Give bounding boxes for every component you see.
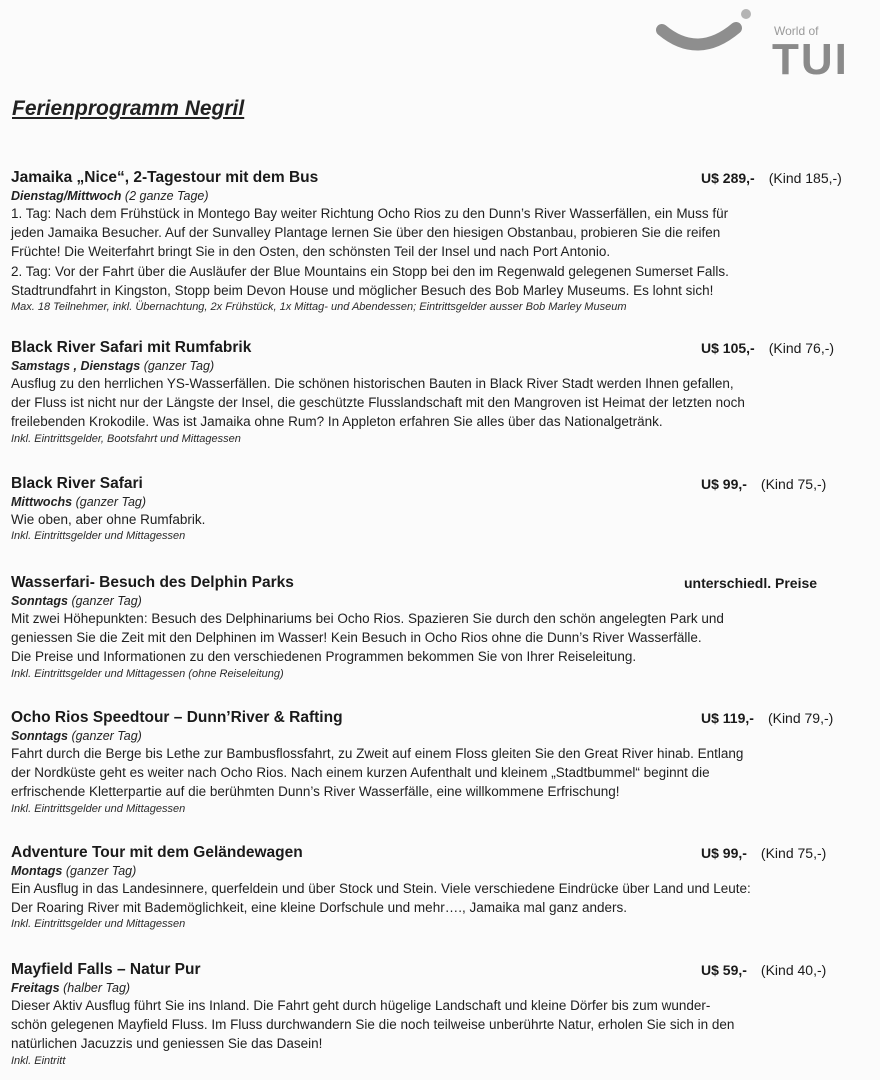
tour-description: 1. Tag: Nach dem Frühstück in Montego Bay weiter Richtung Ocho Rios zu den Dunn’s River Wasserfällen, ein Muss für jeden Jamaika Besucher. Auf der Sunvalley Plantage lernen Sie über den hiesigen Obstanbau, probieren Sie die reifen Früchte! Die Weiterfahrt bringt Sie in den Osten, den schönsten Teil der Insel und nach Port Antonio. 2. Tag: Vor der Fahrt über die Ausläufer der Blue Mountains ein Stopp bei den im Regenwald gelegenen Sumerset Falls. Stadtrundfahrt in Kingston, Stopp beim Devon House und möglicher Besuch des Bob Marley Museums. Es lohnt sich! [11, 206, 729, 298]
tour-inclusions: Inkl. Eintrittsgelder und Mittagessen [11, 530, 186, 543]
tour-inclusions: Inkl. Eintritt [11, 1054, 66, 1067]
logo-brand: TUI [772, 35, 849, 84]
tour-price: U$ 99,- (Kind 75,-) [701, 476, 827, 492]
tour-name: Ocho Rios Speedtour – Dunn’River & Rafting [11, 709, 343, 726]
tour-schedule: Dienstag/Mittwoch (2 ganze Tage) [11, 189, 209, 203]
tour-name: Jamaika „Nice“, 2-Tagestour mit dem Bus [11, 169, 319, 186]
tour-inclusions: Inkl. Eintrittsgelder und Mittagessen [11, 918, 186, 931]
tour-schedule: Sonntags (ganzer Tag) [11, 594, 142, 608]
tour-schedule: Mittwochs (ganzer Tag) [11, 495, 147, 509]
tour-entry [11, 708, 873, 817]
tour-name: Black River Safari [11, 475, 143, 492]
tour-description: Fahrt durch die Berge bis Lethe zur Bambusflossfahrt, zu Zweit auf einem Floss gleiten Sie den Great River hinab. Entlang der Nordküste geht es weiter nach Ocho Rios. Nach einem kurzen Aufenthalt und kleinem „Stadtbummel“ beginnt die erfrischende Kletterpartie auf die berühmten Dunn’s River Wasserfälle, eine willkommene Erfrischung! [11, 746, 744, 800]
tour-entry [11, 843, 873, 932]
tui-logo [656, 6, 856, 86]
tour-schedule: Sonntags (ganzer Tag) [11, 729, 142, 743]
tour-name: Adventure Tour mit dem Geländewagen [11, 844, 303, 861]
tour-entry [11, 573, 873, 682]
tour-description: Wie oben, aber ohne Rumfabrik. [11, 512, 206, 527]
tour-entry [11, 168, 873, 315]
kid-price: (Kind 75,-) [760, 845, 827, 861]
tour-description: Ausflug zu den herrlichen YS-Wasserfällen. Die schönen historischen Bauten in Black River Stadt werden Ihnen gefallen, der Fluss ist nicht nur der Längste der Insel, die geschützte Flusslandschaft mit den Mangroven ist Heimat der letzten noch freilebenden Krokodile. Was ist Jamaika ohne Rum? In Appleton erfahren Sie alles über das Nationalgetränk. [11, 376, 745, 430]
tour-entry [11, 338, 873, 447]
kid-price: (Kind 76,-) [768, 340, 835, 356]
tour-description: Mit zwei Höhepunkten: Besuch des Delphinariums bei Ocho Rios. Spazieren Sie durch den schön angelegten Park und geniessen Sie die Zeit mit den Delphinen im Wasser! Kein Besuch in Ocho Rios ohne die Dunn’s River Wasserfälle. Die Preise und Informationen zu den verschiedenen Programmen bekommen Sie von Ihrer Reiseleitung. [11, 611, 724, 665]
tour-entry [11, 474, 873, 544]
tour-price: U$ 59,- (Kind 40,-) [701, 962, 827, 978]
page-title: Ferienprogramm Negril [12, 97, 245, 120]
tour-description: Ein Ausflug in das Landesinnere, querfeldein und über Stock und Stein. Viele verschiedene Eindrücke über Land und Leute: Der Roaring River mit Bademöglichkeit, eine kleine Dorfschule und mehr…., Jamaika mal ganz anders. [11, 881, 751, 916]
tour-price: U$ 289,- (Kind 185,-) [701, 170, 842, 186]
kid-price: (Kind 75,-) [760, 476, 827, 492]
kid-price: (Kind 79,-) [767, 710, 834, 726]
tui-smile-icon [656, 6, 766, 86]
tour-price: U$ 119,- (Kind 79,-) [701, 710, 834, 726]
kid-price: (Kind 40,-) [760, 962, 827, 978]
tour-entry [11, 960, 873, 1069]
tour-schedule: Montags (ganzer Tag) [11, 864, 137, 878]
tour-price: unterschiedl. Preise [684, 575, 818, 591]
tour-schedule: Freitags (halber Tag) [11, 981, 131, 995]
tour-inclusions: Max. 18 Teilnehmer, inkl. Übernachtung, 2x Frühstück, 1x Mittag- und Abendessen; Eintrittsgelder ausser Bob Marley Museum [11, 300, 627, 313]
tour-name: Black River Safari mit Rumfabrik [11, 339, 252, 356]
kid-price: (Kind 185,-) [768, 170, 842, 186]
tour-inclusions: Inkl. Eintrittsgelder, Bootsfahrt und Mittagessen [11, 432, 241, 445]
tour-schedule: Samstags , Dienstags (ganzer Tag) [11, 359, 215, 373]
tour-price: U$ 99,- (Kind 75,-) [701, 845, 827, 861]
tour-price: U$ 105,- (Kind 76,-) [701, 340, 835, 356]
tour-name: Mayfield Falls – Natur Pur [11, 961, 201, 978]
tour-inclusions: Inkl. Eintrittsgelder und Mittagessen [11, 802, 186, 815]
tour-name: Wasserfari- Besuch des Delphin Parks [11, 574, 294, 591]
tour-inclusions: Inkl. Eintrittsgelder und Mittagessen (ohne Reiseleitung) [11, 667, 284, 680]
logo-small-text: World of [774, 24, 819, 38]
tour-description: Dieser Aktiv Ausflug führt Sie ins Inland. Die Fahrt geht durch hügelige Landschaft und kleine Dörfer bis zum wunder- schön gelegenen Mayfield Fluss. Im Fluss durchwandern Sie die noch teilweise unberührte Natur, erholen Sie sich in den natürlichen Jacuzzis und geniessen Sie das Dasein! [11, 998, 735, 1052]
